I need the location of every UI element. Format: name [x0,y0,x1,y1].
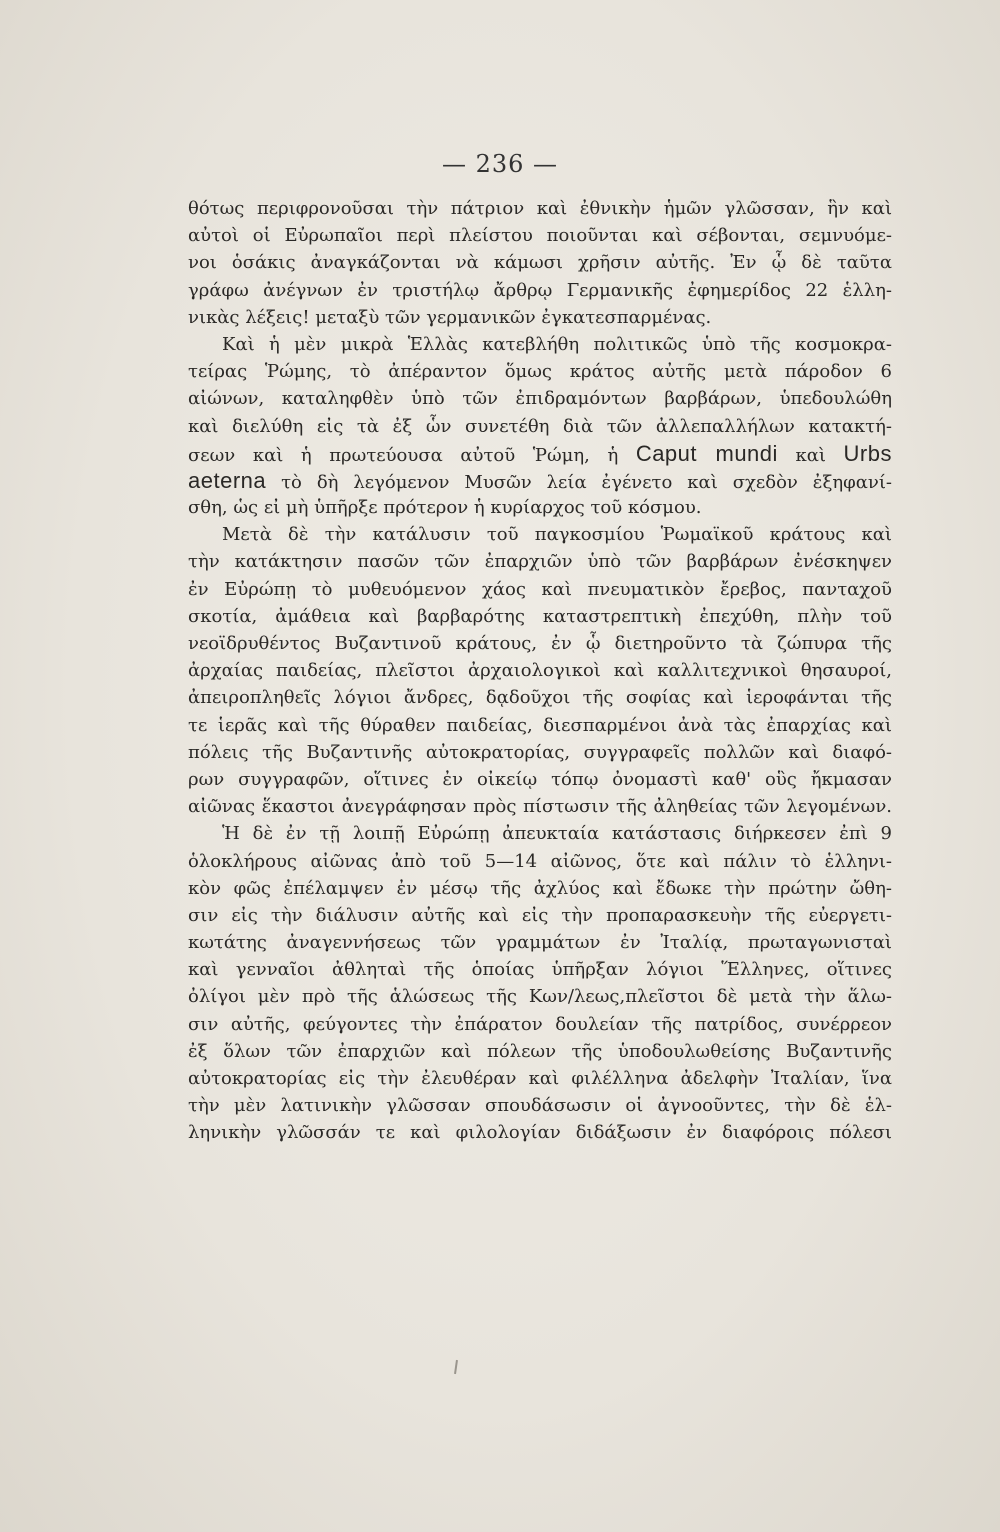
text-line: κωτάτης ἀναγεννήσεως τῶν γραμμάτων ἐν Ἰταλίᾳ, πρωταγωνισταὶ [188,932,892,954]
text-line: αὐτοὶ οἱ Εὐρωπαῖοι περὶ πλείστου ποιοῦνται καὶ σέβονται, σεμνυόμε- [188,225,892,247]
text-line: νοι ὁσάκις ἀναγκάζονται νὰ κάμωσι χρῆσιν αὐτῆς. Ἐν ᾧ δὲ ταῦτα [188,252,892,274]
text-line-mixed [188,440,892,467]
text-line: ἐξ ὅλων τῶν ἐπαρχιῶν καὶ πόλεων τῆς ὑποδουλωθείσης Βυζαντινῆς [188,1040,892,1062]
text-line: γράφω ἀνέγνων ἐν τριστήλῳ ἄρθρῳ Γερμανικῆς ἐφημερίδος 22 ἑλλη- [188,279,892,301]
main-text [188,195,892,1147]
text-line: σιν εἰς τὴν διάλυσιν αὐτῆς καὶ εἰς τὴν προπαρασκευὴν τῆς εὐεργετι- [188,904,892,926]
text-line: ὀλίγοι μὲν πρὸ τῆς ἁλώσεως τῆς Κων/λεως,πλεῖστοι δὲ μετὰ τὴν ἅλω- [188,986,892,1008]
text-line: ρων συγγραφῶν, οἵτινες ἐν οἰκείῳ τόπῳ ὀνομαστὶ καθ' οὓς ἤκμασαν [188,768,892,790]
text-line: σιν αὐτῆς, φεύγοντες τὴν ἐπάρατον δουλείαν τῆς πατρίδος, συνέρρεον [188,1013,892,1035]
latin-phrase: aeterna [188,467,267,493]
greek-fragment: σεων καὶ ἡ πρωτεύουσα αὐτοῦ Ῥώμη, ἡ [188,444,636,466]
print-mark [454,1360,458,1374]
text-line: τὴν μὲν λατινικὴν γλῶσσαν σπουδάσωσιν οἱ ἀγνοοῦντες, τὴν δὲ ἑλ- [188,1095,892,1117]
text-line: Ἡ δὲ ἐν τῇ λοιπῇ Εὐρώπῃ ἀπευκταία κατάστασις διήρκεσεν ἐπὶ 9 [222,823,892,845]
greek-fragment: τὸ δὴ λεγόμενον Μυσῶν λεία ἐγένετο καὶ σχεδὸν ἐξηφανί- [266,471,892,493]
text-line: ἐν Εὐρώπῃ τὸ μυθευόμενον χάος καὶ πνευματικὸν ἔρεβος, πανταχοῦ [188,578,892,600]
text-line: καὶ γενναῖοι ἀθληταὶ τῆς ὁποίας ὑπῆρξαν λόγιοι Ἕλληνες, οἵτινες [188,959,892,981]
page-number: — 236 — [441,150,559,178]
text-line: κὸν φῶς ἐπέλαμψεν ἐν μέσῳ τῆς ἀχλύος καὶ ἔδωκε τὴν πρώτην ὤθη- [188,877,892,899]
text-line: ἀπειροπληθεῖς λόγιοι ἄνδρες, δᾳδοῦχοι τῆς σοφίας καὶ ἱεροφάνται τῆς [188,687,892,709]
text-line: σθη, ὡς εἰ μὴ ὑπῆρξε πρότερον ἡ κυρίαρχος τοῦ κόσμου. [188,497,702,519]
text-line: ληνικὴν γλῶσσάν τε καὶ φιλολογίαν διδάξωσιν ἐν διαφόροις πόλεσι [188,1122,892,1144]
text-line: αἰώνων, καταληφθὲν ὑπὸ τῶν ἐπιδραμόντων βαρβάρων, ὑπεδουλώθη [188,388,892,410]
text-line: Μετὰ δὲ τὴν κατάλυσιν τοῦ παγκοσμίου Ῥωμαϊκοῦ κράτους καὶ [222,524,892,546]
latin-phrase: Caput mundi [635,440,778,466]
text-line: σκοτία, ἀμάθεια καὶ βαρβαρότης καταστρεπτικὴ ἐπεχύθη, πλὴν τοῦ [188,605,892,627]
text-line: τε ἱερᾶς καὶ τῆς θύραθεν παιδείας, διεσπαρμένοι ἀνὰ τὰς ἐπαρχίας καὶ [188,714,892,736]
text-line: νικὰς λέξεις! μεταξὺ τῶν γερμανικῶν ἐγκατεσπαρμένας. [188,306,712,328]
greek-fragment: καὶ [777,444,844,466]
text-line: ἀρχαίας παιδείας, πλεῖστοι ἀρχαιολογικοὶ καὶ καλλιτεχνικοὶ θησαυροί, [188,660,892,682]
latin-phrase: Urbs [843,440,892,466]
text-line: τὴν κατάκτησιν πασῶν τῶν ἐπαρχιῶν ὑπὸ τῶν βαρβάρων ἐνέσκηψεν [188,551,892,573]
text-line: τείρας Ῥώμης, τὸ ἀπέραντον ὅμως κράτος αὐτῆς μετὰ πάροδον 6 [188,361,892,383]
text-line: πόλεις τῆς Βυζαντινῆς αὐτοκρατορίας, συγγραφεῖς πολλῶν καὶ διαφό- [188,741,892,763]
text-line: αἰῶνας ἕκαστοι ἀνεγράφησαν πρὸς πίστωσιν τῆς ἀληθείας τῶν λεγομένων. [188,796,892,818]
text-line-mixed [188,467,892,494]
text-line: καὶ διελύθη εἰς τὰ ἐξ ὧν συνετέθη διὰ τῶν ἀλλεπαλλήλων κατακτή- [188,415,892,437]
text-line: Καὶ ἡ μὲν μικρὰ Ἑλλὰς κατεβλήθη πολιτικῶς ὑπὸ τῆς κοσμοκρα- [222,333,892,355]
text-line: θότως περιφρονοῦσαι τὴν πάτριον καὶ ἐθνικὴν ἡμῶν γλῶσσαν, ἣν καὶ [188,198,892,219]
text-line: αὐτοκρατορίας εἰς τὴν ἐλευθέραν καὶ φιλέλληνα ἀδελφὴν Ἰταλίαν, ἵνα [188,1068,892,1089]
text-line: ὁλοκλήρους αἰῶνας ἀπὸ τοῦ 5—14 αἰῶνος, ὅτε καὶ πάλιν τὸ ἑλληνι- [188,850,892,872]
text-line: νεοϊδρυθέντος Βυζαντινοῦ κράτους, ἐν ᾧ διετηροῦντο τὰ ζώπυρα τῆς [188,633,892,654]
